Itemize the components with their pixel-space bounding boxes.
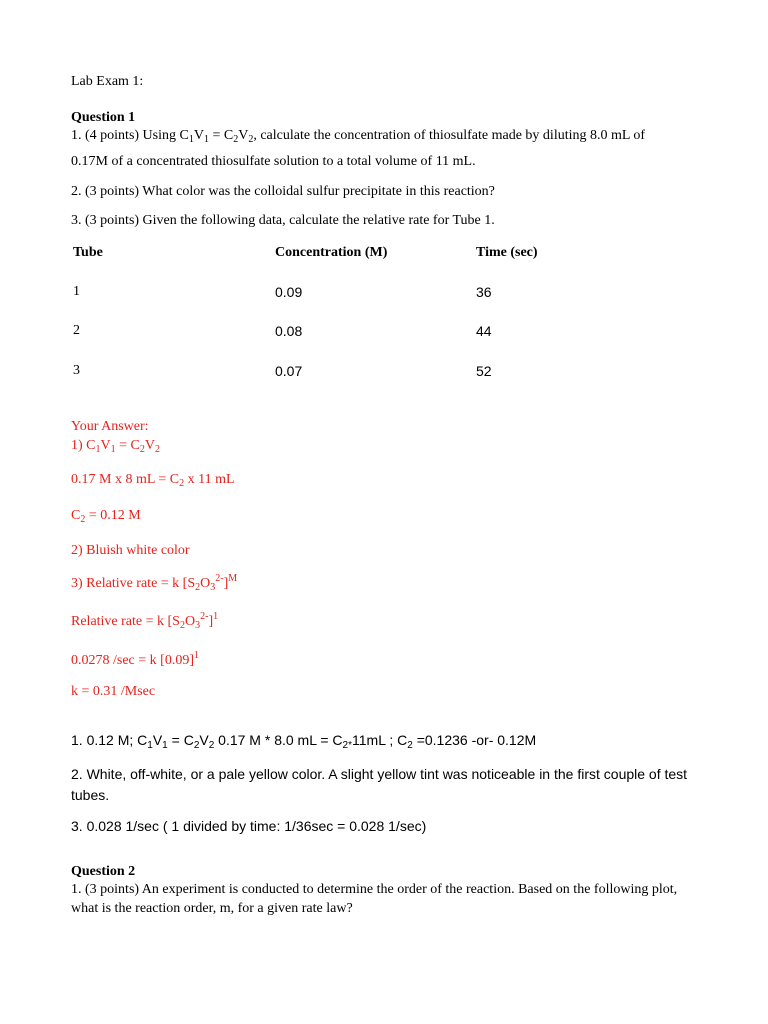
answer-1-result: $C_2 = 0.12$ M bbox=[71, 508, 141, 525]
table-cell: 52 bbox=[476, 363, 492, 379]
table-header-tube: Tube bbox=[73, 245, 103, 260]
answer-3-result: k = 0.31 /Msec bbox=[71, 684, 156, 699]
question-1-part-1-line-2: 0.17M of a concentrated thiosulfate solution to a total volume of 11 mL. bbox=[71, 154, 476, 169]
table-cell: 0.08 bbox=[275, 323, 303, 339]
answer-2: 2) Bluish white color bbox=[71, 543, 190, 558]
question-2-part-1: 1. (3 points) An experiment is conducted to determine the order of the reaction. Based on the following plot, what is the reaction order, m, for a given rate law? bbox=[71, 882, 678, 916]
key-answer-1: 1. 0.12 M; $C_1V_1 = C_2V_2$ 0.17 M * 8.0 mL = $C_{2*}11mL$ ; $C_2 =0.1236$ -or- 0.12M bbox=[71, 732, 537, 751]
question-1-part-2: 2. (3 points) What color was the colloidal sulfur precipitate in this reaction? bbox=[71, 184, 495, 199]
table-cell: 2 bbox=[73, 323, 80, 338]
question-1-part-3: 3. (3 points) Given the following data, calculate the relative rate for Tube 1. bbox=[71, 213, 495, 228]
question-1-heading: Question 1 bbox=[71, 110, 136, 125]
question-2-heading: Question 2 bbox=[71, 864, 136, 879]
question-1-part-1-line-1: 1. (4 points) Using $C_1V_1 = C_2V_2$, calculate the concentration of thiosulfate made by diluting 8.0 mL of bbox=[71, 128, 646, 145]
table-cell: 0.07 bbox=[275, 363, 303, 379]
your-answer-label: Your Answer: bbox=[71, 419, 149, 434]
table-cell: 36 bbox=[476, 284, 492, 300]
table-header-time: Time (sec) bbox=[476, 245, 538, 260]
exam-title: Lab Exam 1: bbox=[71, 74, 144, 89]
table-cell: 1 bbox=[73, 284, 80, 299]
answer-3-rate-law: 3) Relative rate = k $[S_2O_3^{2-}]^M$ bbox=[71, 573, 238, 593]
answer-1-substitution: 0.17 M x 8 mL = $C_2$ x 11 mL bbox=[71, 472, 235, 489]
answer-3-rate-law-first-order: Relative rate = k $[S_2O_3^{2-}]^1$ bbox=[71, 611, 219, 631]
key-answer-3: 3. 0.028 1/sec ( 1 divided by time: 1/36sec = 0.028 1/sec) bbox=[71, 818, 427, 834]
key-answer-2: 2. White, off-white, or a pale yellow color. A slight yellow tint was noticeable in the first couple of test tubes. bbox=[71, 766, 688, 803]
answer-3-substitution: 0.0278 /sec = k $[0.09]^1$ bbox=[71, 650, 199, 668]
table-cell: 0.09 bbox=[275, 284, 303, 300]
table-cell: 3 bbox=[73, 363, 80, 378]
table-header-concentration: Concentration (M) bbox=[275, 245, 388, 260]
answer-1-equation: 1) $C_1V_1 = C_2V_2$ bbox=[71, 438, 160, 455]
table-cell: 44 bbox=[476, 323, 492, 339]
